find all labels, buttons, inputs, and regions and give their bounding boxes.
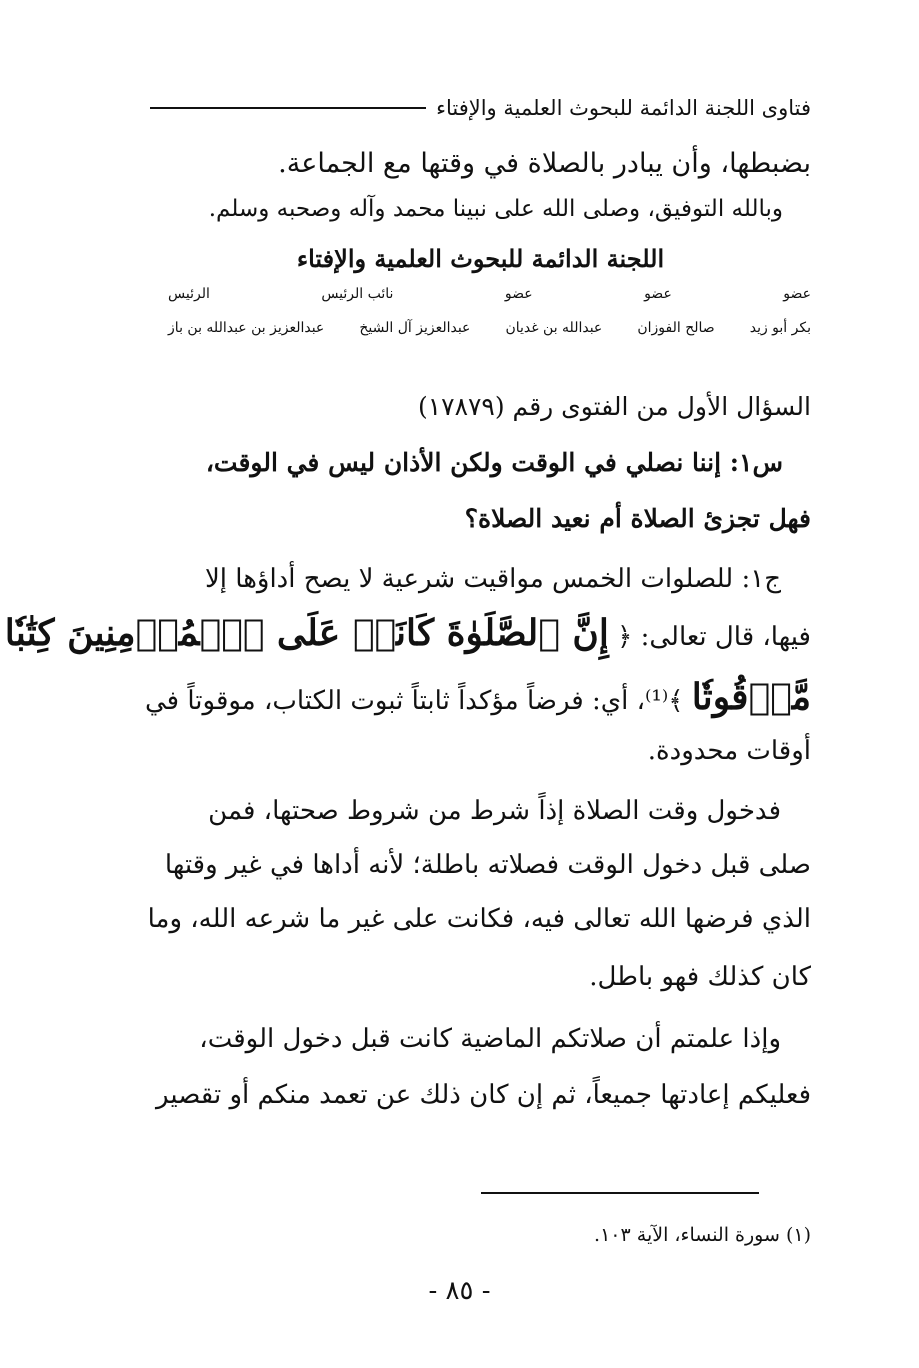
committee-title: اللجنة الدائمة للبحوث العلمية والإفتاء (296, 244, 665, 273)
footnote-separator (481, 1192, 759, 1194)
member-name: صالح الفوزان (637, 320, 715, 336)
paragraph-2-line-4: كان كذلك فهو باطل. (589, 962, 811, 992)
signature-roles-row (168, 286, 811, 302)
answer-line-3-suffix: ﴾⁽¹⁾، أي: فرضاً مؤكداً ثابتاً ثبوت الكتاب، موقوتاً في (144, 686, 684, 716)
question-line-2: فهل تجزئ الصلاة أم نعيد الصلاة؟ (464, 504, 811, 533)
page-number: - ٨٥ - (428, 1276, 491, 1306)
signature-names-row (168, 320, 811, 336)
paragraph-2-line-1: فدخول وقت الصلاة إذاً شرط من شروط صحتها، فمن (208, 796, 781, 826)
member-name: عبدالله بن غديان (505, 320, 603, 336)
paragraph-2-line-3: الذي فرضها الله تعالى فيه، فكانت على غير ما شرعه الله، وما (147, 904, 811, 934)
previous-fatwa-line-2: وبالله التوفيق، وصلى الله على نبينا محمد وآله وصحبه وسلم. (208, 196, 783, 222)
quran-verse-part-2: مَّوۡقُوتٗا (691, 676, 811, 718)
member-name: عبدالعزيز آل الشيخ (359, 320, 471, 336)
previous-fatwa-line-1: بضبطها، وأن يبادر بالصلاة في وقتها مع الجماعة. (278, 148, 811, 179)
answer-line-4: أوقات محدودة. (647, 736, 811, 766)
member-role: نائب الرئيس (321, 286, 394, 302)
fatwa-number: السؤال الأول من الفتوى رقم (١٧٨٧٩) (417, 392, 811, 421)
question-line-1: س١: إننا نصلي في الوقت ولكن الأذان ليس في الوقت، (205, 448, 783, 477)
member-role: عضو (783, 286, 811, 302)
header-title: فتاوى اللجنة الدائمة للبحوث العلمية والإفتاء (436, 96, 811, 120)
member-name: بكر أبو زيد (749, 320, 811, 336)
paragraph-3-line-2: فعليكم إعادتها جميعاً، ثم إن كان ذلك عن تعمد منكم أو تقصير (156, 1080, 811, 1110)
member-name: عبدالعزيز بن عبدالله بن باز (168, 320, 325, 336)
header-rule (150, 107, 426, 109)
answer-line-2-prefix: فيها، قال تعالى: ﴿ (617, 622, 811, 652)
answer-line-3 (144, 676, 811, 718)
paragraph-3-line-1: وإذا علمتم أن صلاتكم الماضية كانت قبل دخول الوقت، (199, 1024, 781, 1054)
running-header (150, 88, 811, 128)
answer-line-1: ج١: للصلوات الخمس مواقيت شرعية لا يصح أداؤها إلا (204, 564, 781, 594)
member-role: عضو (644, 286, 672, 302)
paragraph-2-line-2: صلى قبل دخول الوقت فصلاته باطلة؛ لأنه أداها في غير وقتها (164, 850, 811, 880)
answer-line-2 (4, 612, 811, 654)
signatures-table (168, 286, 811, 336)
member-role: الرئيس (168, 286, 210, 302)
footnote: (١) سورة النساء، الآية ١٠٣. (594, 1224, 811, 1246)
quran-verse-part-1: إِنَّ ٱلصَّلَوٰةَ كَانَتۡ عَلَى ٱلۡمُؤۡمِنِينَ كِتَٰبٗا (4, 612, 609, 654)
member-role: عضو (504, 286, 533, 302)
